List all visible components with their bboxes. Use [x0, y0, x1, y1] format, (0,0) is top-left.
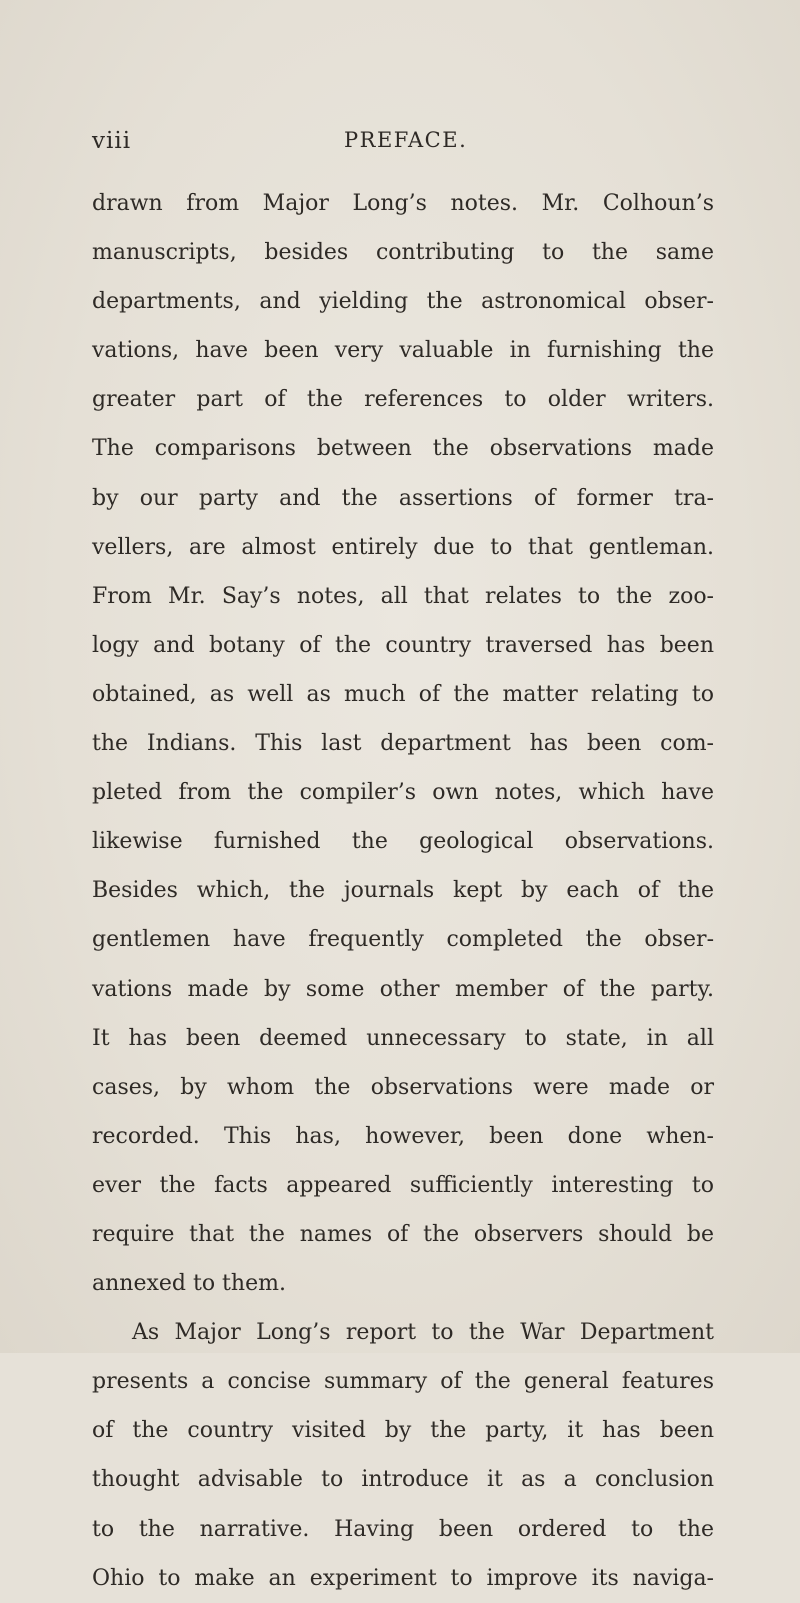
text-line: obtained, as well as much of the matter relating to	[92, 681, 714, 707]
text-line: of the country visited by the party, it has been	[92, 1418, 714, 1444]
text-line: From Mr. Say’s notes, all that relates to the zoo-	[92, 583, 714, 609]
body-text	[92, 179, 714, 1603]
text-line: vellers, are almost entirely due to that gentleman.	[92, 534, 714, 560]
text-line: pleted from the compiler’s own notes, which have	[92, 780, 714, 806]
text-line: by our party and the assertions of former tra-	[92, 485, 714, 511]
text-line: vations, have been very valuable in furnishing the	[92, 338, 714, 364]
text-line: vations made by some other member of the party.	[92, 976, 714, 1002]
text-line: As Major Long’s report to the War Department	[132, 1320, 714, 1346]
text-line: It has been deemed unnecessary to state, in all	[92, 1025, 714, 1051]
text-line: greater part of the references to older writers.	[92, 387, 714, 413]
running-head	[92, 128, 732, 168]
text-line: Ohio to make an experiment to improve its naviga-	[92, 1565, 714, 1591]
text-line: Besides which, the journals kept by each of the	[92, 878, 714, 904]
text-line: recorded. This has, however, been done when-	[92, 1123, 714, 1149]
text-line: drawn from Major Long’s notes. Mr. Colhoun’s	[92, 191, 714, 216]
running-title: PREFACE.	[344, 128, 468, 152]
text-line: logy and botany of the country traversed has been	[92, 632, 714, 658]
text-line: presents a concise summary of the general features	[92, 1369, 714, 1395]
text-line: require that the names of the observers should be	[92, 1221, 714, 1247]
text-line: the Indians. This last department has been com-	[92, 731, 714, 757]
text-line: The comparisons between the observations made	[92, 436, 714, 462]
text-line: gentlemen have frequently completed the obser-	[92, 927, 714, 953]
text-line: cases, by whom the observations were made or	[92, 1074, 714, 1100]
text-line: departments, and yielding the astronomical obser-	[92, 289, 714, 315]
text-line: likewise furnished the geological observations.	[92, 829, 714, 855]
text-line: manuscripts, besides contributing to the same	[92, 240, 714, 266]
text-line: ever the facts appeared sufficiently interesting to	[92, 1172, 714, 1198]
page-number: viii	[92, 128, 132, 154]
text-line: annexed to them.	[92, 1271, 286, 1297]
text-line: thought advisable to introduce it as a conclusion	[92, 1467, 714, 1493]
text-line: to the narrative. Having been ordered to the	[92, 1516, 714, 1542]
